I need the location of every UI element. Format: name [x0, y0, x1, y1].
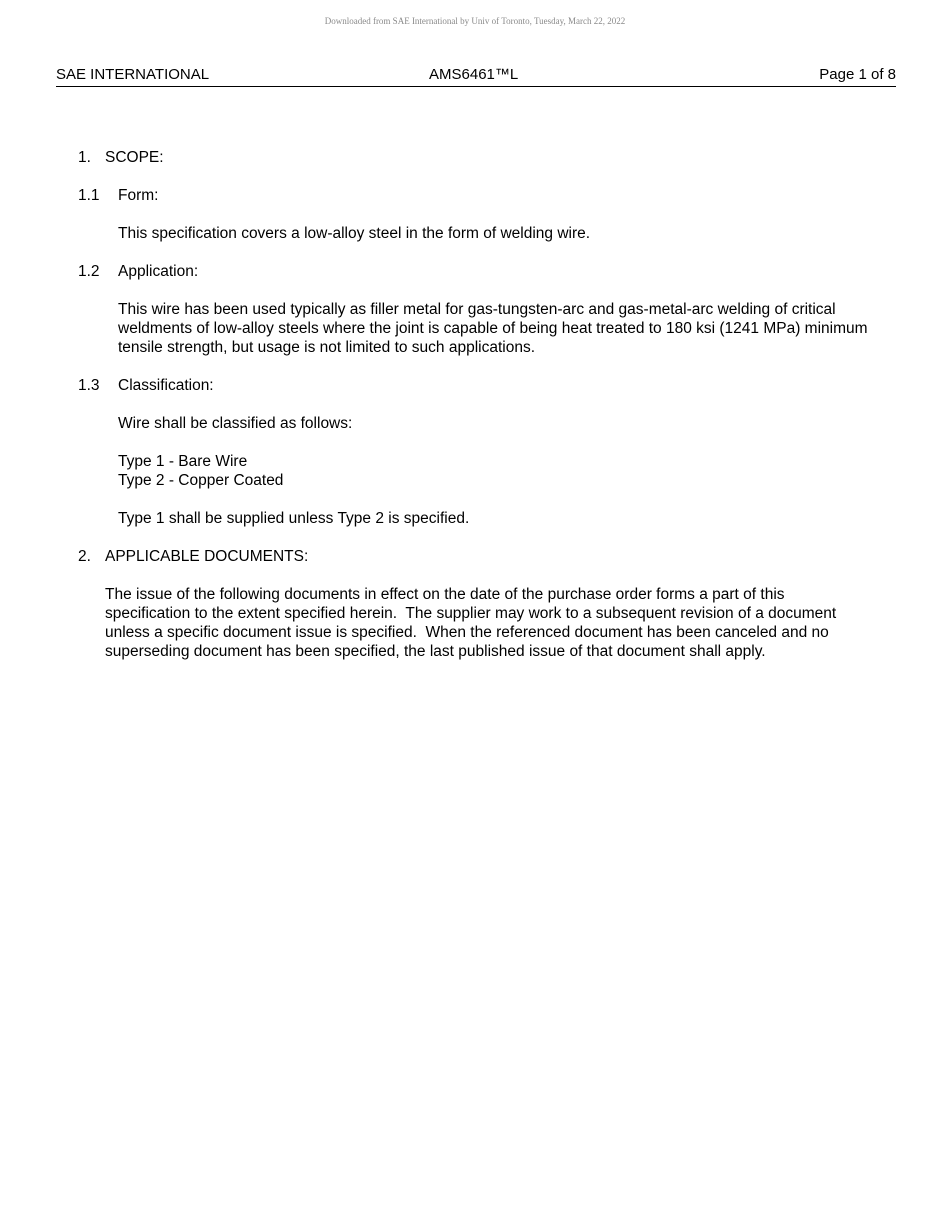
- section-form-heading: [78, 186, 868, 205]
- classification-type-item: Type 2 - Copper Coated: [118, 472, 284, 489]
- classification-type-list: [78, 452, 868, 490]
- section-title: Application:: [118, 263, 199, 280]
- section-applicable-documents-heading: [78, 547, 868, 566]
- section-number: 1.2: [78, 263, 100, 280]
- section-title: Classification:: [118, 377, 214, 394]
- document-body: [78, 148, 868, 680]
- section-scope-heading: [78, 148, 868, 167]
- section-number: 1.3: [78, 377, 100, 394]
- section-application-heading: [78, 262, 868, 281]
- section-application-text: This wire has been used typically as filler metal for gas-tungsten-arc and gas-metal-arc welding of critical weldments of low-alloy steels where the joint is capable of being heat treated to 180 ksi (1241 MPa) minimum tensile strength, but usage is not limited to such applications.: [118, 301, 868, 356]
- section-title: Form:: [118, 187, 159, 204]
- section-title: APPLICABLE DOCUMENTS:: [105, 548, 309, 565]
- download-watermark: Downloaded from SAE International by Univ of Toronto, Tuesday, March 22, 2022: [324, 16, 626, 26]
- section-number: 2.: [78, 548, 91, 565]
- section-classification-note: Type 1 shall be supplied unless Type 2 is specified.: [118, 510, 470, 527]
- section-number: 1.: [78, 149, 91, 166]
- section-classification-intro: Wire shall be classified as follows:: [118, 415, 353, 432]
- header-document-id: AMS6461™L: [429, 66, 519, 83]
- header-page-number: Page 1 of 8: [819, 66, 896, 83]
- section-title: SCOPE:: [105, 149, 164, 166]
- classification-type-item: Type 1 - Bare Wire: [118, 453, 248, 470]
- section-form-text: This specification covers a low-alloy steel in the form of welding wire.: [118, 225, 591, 242]
- section-number: 1.1: [78, 187, 100, 204]
- page-header: [56, 66, 896, 87]
- section-classification-heading: [78, 376, 868, 395]
- section-applicable-documents-text: The issue of the following documents in effect on the date of the purchase order forms a part of this specification to the extent specified herein. The supplier may work to a subsequent revision of a document unless a specific document issue is specified. When the referenced document has been canceled and no superseding document has been specified, the last published issue of that document shall apply.: [105, 586, 841, 660]
- header-organization: SAE INTERNATIONAL: [56, 66, 210, 83]
